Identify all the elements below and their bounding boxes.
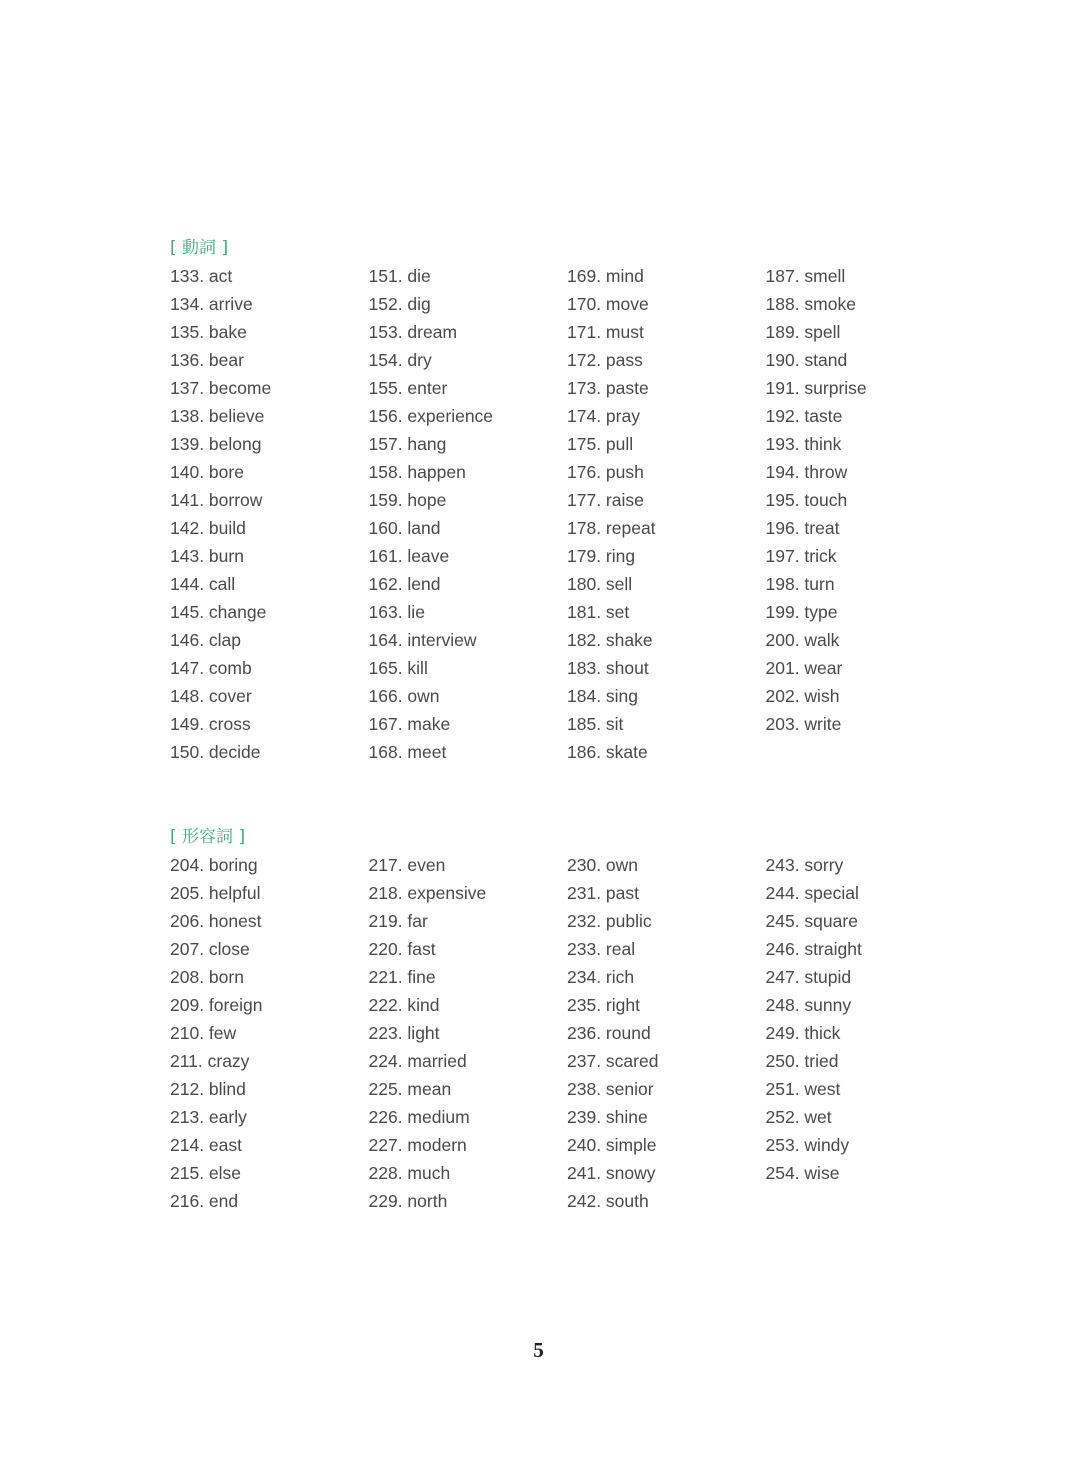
adjectives-word-columns	[170, 851, 970, 1215]
word-column	[170, 262, 369, 766]
vocabulary-entry: 162. lend	[368, 574, 441, 594]
vocabulary-entry: 170. move	[567, 294, 649, 314]
vocabulary-entry: 164. interview	[368, 630, 477, 650]
vocabulary-entry: 211. crazy	[170, 1051, 250, 1071]
vocabulary-entry: 142. build	[170, 518, 246, 538]
vocabulary-entry: 253. windy	[765, 1135, 850, 1155]
vocabulary-entry: 214. east	[170, 1135, 242, 1155]
vocabulary-entry: 231. past	[567, 883, 639, 903]
vocabulary-entry: 238. senior	[567, 1079, 654, 1099]
vocabulary-entry: 178. repeat	[567, 518, 656, 538]
vocabulary-entry: 204. boring	[170, 855, 258, 875]
vocabulary-entry: 224. married	[368, 1051, 467, 1071]
vocabulary-entry: 181. set	[567, 602, 630, 622]
vocabulary-entry: 246. straight	[765, 939, 862, 959]
vocabulary-entry: 198. turn	[765, 574, 835, 594]
vocabulary-entry: 196. treat	[765, 518, 840, 538]
vocabulary-entry: 188. smoke	[765, 294, 856, 314]
vocabulary-entry: 135. bake	[170, 322, 247, 342]
vocabulary-entry: 220. fast	[368, 939, 436, 959]
vocabulary-entry: 200. walk	[765, 630, 840, 650]
vocabulary-entry: 156. experience	[368, 406, 494, 426]
vocabulary-entry: 151. die	[368, 266, 431, 286]
vocabulary-entry: 177. raise	[567, 490, 644, 510]
vocabulary-entry: 160. land	[368, 518, 441, 538]
vocabulary-entry: 225. mean	[368, 1079, 452, 1099]
vocabulary-entry: 153. dream	[368, 322, 458, 342]
vocabulary-entry: 239. shine	[567, 1107, 648, 1127]
vocabulary-entry: 230. own	[567, 855, 639, 875]
vocabulary-entry: 145. change	[170, 602, 267, 622]
vocabulary-entry: 147. comb	[170, 658, 252, 678]
vocabulary-entry: 254. wise	[765, 1163, 840, 1183]
page-number: 5	[533, 1338, 544, 1362]
vocabulary-entry: 133. act	[170, 266, 233, 286]
vocabulary-entry: 201. wear	[765, 658, 843, 678]
vocabulary-entry: 149. cross	[170, 714, 251, 734]
vocabulary-entry: 157. hang	[368, 434, 447, 454]
vocabulary-entry: 189. spell	[765, 322, 841, 342]
vocabulary-entry: 143. burn	[170, 546, 244, 566]
vocabulary-entry: 171. must	[567, 322, 644, 342]
vocabulary-entry: 146. clap	[170, 630, 242, 650]
vocabulary-entry: 199. type	[765, 602, 838, 622]
vocabulary-entry: 235. right	[567, 995, 640, 1015]
vocabulary-entry: 161. leave	[368, 546, 450, 566]
vocabulary-entry: 251. west	[765, 1079, 841, 1099]
vocabulary-entry: 168. meet	[368, 742, 447, 762]
verbs-section	[170, 234, 970, 766]
vocabulary-entry: 148. cover	[170, 686, 252, 706]
vocabulary-entry: 190. stand	[765, 350, 848, 370]
word-column	[766, 851, 965, 1215]
vocabulary-entry: 236. round	[567, 1023, 651, 1043]
vocabulary-entry: 194. throw	[765, 462, 848, 482]
word-column	[369, 262, 568, 766]
vocabulary-entry: 193. think	[765, 434, 842, 454]
vocabulary-entry: 192. taste	[765, 406, 843, 426]
vocabulary-entry: 173. paste	[567, 378, 649, 398]
vocabulary-entry: 227. modern	[368, 1135, 467, 1155]
vocabulary-entry: 210. few	[170, 1023, 237, 1043]
vocabulary-entry: 202. wish	[765, 686, 840, 706]
vocabulary-entry: 247. stupid	[765, 967, 852, 987]
vocabulary-entry: 179. ring	[567, 546, 636, 566]
vocabulary-entry: 154. dry	[368, 350, 432, 370]
vocabulary-entry: 191. surprise	[765, 378, 867, 398]
vocabulary-entry: 215. else	[170, 1163, 242, 1183]
vocabulary-entry: 136. bear	[170, 350, 244, 370]
vocabulary-entry: 158. happen	[368, 462, 466, 482]
word-column	[369, 851, 568, 1215]
vocabulary-entry: 138. believe	[170, 406, 265, 426]
vocabulary-entry: 213. early	[170, 1107, 247, 1127]
vocabulary-entry: 174. pray	[567, 406, 640, 426]
vocabulary-entry: 186. skate	[567, 742, 648, 762]
vocabulary-entry: 232. public	[567, 911, 652, 931]
vocabulary-entry: 252. wet	[765, 1107, 832, 1127]
word-column	[170, 851, 369, 1215]
vocabulary-entry: 137. become	[170, 378, 272, 398]
vocabulary-entry: 141. borrow	[170, 490, 263, 510]
vocabulary-entry: 226. medium	[368, 1107, 470, 1127]
vocabulary-entry: 219. far	[368, 911, 428, 931]
vocabulary-entry: 175. pull	[567, 434, 634, 454]
vocabulary-entry: 245. square	[765, 911, 858, 931]
vocabulary-entry: 241. snowy	[567, 1163, 656, 1183]
section-heading-adjectives: [ 形容詞 ]	[170, 827, 246, 847]
vocabulary-entry: 221. fine	[368, 967, 436, 987]
vocabulary-entry: 218. expensive	[368, 883, 487, 903]
vocabulary-entry: 166. own	[368, 686, 440, 706]
vocabulary-entry: 144. call	[170, 574, 236, 594]
vocabulary-entry: 242. south	[567, 1191, 649, 1211]
vocabulary-entry: 169. mind	[567, 266, 644, 286]
vocabulary-entry: 248. sunny	[765, 995, 852, 1015]
vocabulary-entry: 203. write	[765, 714, 842, 734]
vocabulary-entry: 229. north	[368, 1191, 448, 1211]
vocabulary-entry: 172. pass	[567, 350, 643, 370]
vocabulary-entry: 159. hope	[368, 490, 447, 510]
word-column	[766, 262, 965, 766]
vocabulary-entry: 139. belong	[170, 434, 262, 454]
word-column	[567, 851, 766, 1215]
vocabulary-entry: 205. helpful	[170, 883, 261, 903]
vocabulary-entry: 197. trick	[765, 546, 837, 566]
vocabulary-entry: 180. sell	[567, 574, 633, 594]
vocabulary-entry: 207. close	[170, 939, 250, 959]
verbs-word-columns	[170, 262, 970, 766]
vocabulary-entry: 243. sorry	[765, 855, 844, 875]
vocabulary-entry: 182. shake	[567, 630, 653, 650]
vocabulary-entry: 183. shout	[567, 658, 649, 678]
vocabulary-entry: 209. foreign	[170, 995, 263, 1015]
vocabulary-entry: 250. tried	[765, 1051, 839, 1071]
vocabulary-entry: 217. even	[368, 855, 446, 875]
vocabulary-entry: 228. much	[368, 1163, 451, 1183]
vocabulary-entry: 212. blind	[170, 1079, 246, 1099]
vocabulary-entry: 222. kind	[368, 995, 440, 1015]
vocabulary-entry: 140. bore	[170, 462, 244, 482]
vocabulary-entry: 237. scared	[567, 1051, 659, 1071]
vocabulary-entry: 244. special	[765, 883, 859, 903]
vocabulary-entry: 223. light	[368, 1023, 440, 1043]
vocabulary-entry: 195. touch	[765, 490, 848, 510]
adjectives-section	[170, 823, 970, 1215]
section-heading-verbs: [ 動詞 ]	[170, 238, 229, 258]
vocabulary-entry: 206. honest	[170, 911, 262, 931]
vocabulary-entry: 152. dig	[368, 294, 431, 314]
vocabulary-entry: 249. thick	[765, 1023, 841, 1043]
vocabulary-entry: 184. sing	[567, 686, 639, 706]
vocabulary-entry: 234. rich	[567, 967, 635, 987]
vocabulary-entry: 155. enter	[368, 378, 448, 398]
vocabulary-entry: 187. smell	[765, 266, 846, 286]
vocabulary-entry: 165. kill	[368, 658, 428, 678]
vocabulary-entry: 167. make	[368, 714, 451, 734]
vocabulary-entry: 185. sit	[567, 714, 624, 734]
vocabulary-entry: 134. arrive	[170, 294, 253, 314]
word-column	[567, 262, 766, 766]
vocabulary-entry: 176. push	[567, 462, 644, 482]
vocabulary-entry: 163. lie	[368, 602, 425, 622]
vocabulary-entry: 150. decide	[170, 742, 261, 762]
vocabulary-entry: 233. real	[567, 939, 636, 959]
vocabulary-entry: 208. born	[170, 967, 244, 987]
vocabulary-entry: 216. end	[170, 1191, 239, 1211]
vocabulary-entry: 240. simple	[567, 1135, 657, 1155]
